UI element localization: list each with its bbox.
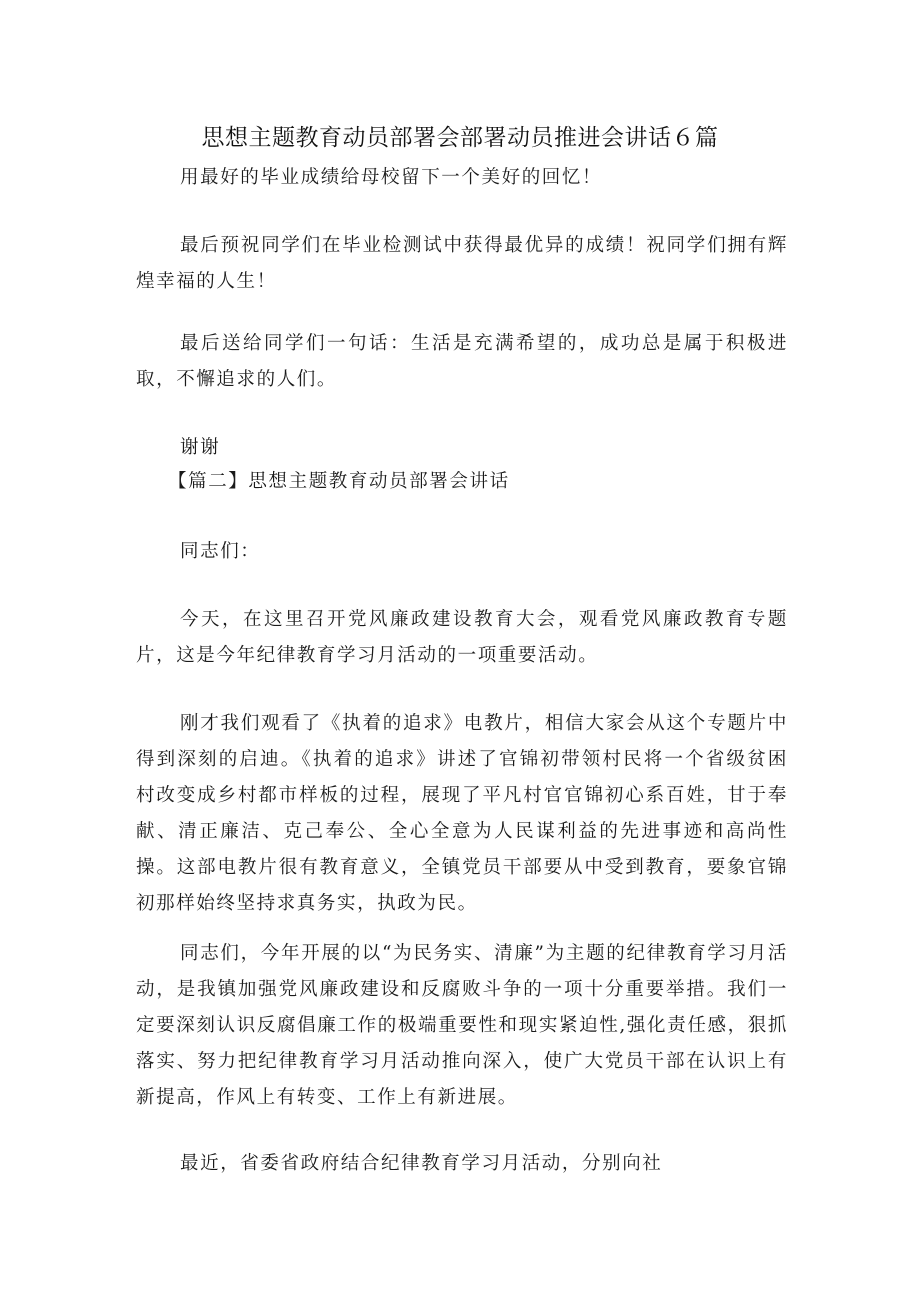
section-heading: 【篇二】思想主题教育动员部署会讲话 [168,471,510,492]
paragraph: 同志们： [180,541,261,562]
document-title: 思想主题教育动员部署会部署动员推进会讲话６篇 [201,125,719,151]
paragraph: 同志们，今年开展的以“为民务实、清廉”为主题的纪律教育学习月活动，是我镇加强党风廉政建设和反腐败斗争的一项十分重要举措。我们一定要深刻认识反腐倡廉工作的极端重要性和现实紧迫性,强化责任感，狠抓落实、努力把纪律教育学习月活动推向深入，使广大党员干部在认识上有新提高，作风上有转变、工作上有新进展。 [136,943,788,1108]
paragraph: 最后送给同学们一句话：生活是充满希望的，成功总是属于积极进取，不懈追求的人们。 [136,333,788,390]
paragraph: 刚才我们观看了《执着的追求》电教片，相信大家会从这个专题片中得到深刻的启迪。《执着的追求》讲述了官锦初带领村民将一个省级贫困村改变成乡村都市样板的过程，展现了平凡村官官锦初心系百姓，甘于奉献、清正廉洁、克己奉公、全心全意为人民谋利益的先进事迹和高尚性操。这部电教片很有教育意义，全镇党员干部要从中受到教育，要象官锦初那样始终坚持求真务实，执政为民。 [136,713,788,914]
paragraph: 用最好的毕业成绩给母校留下一个美好的回忆！ [180,167,603,188]
paragraph: 谢谢 [180,437,221,458]
paragraph: 最近，省委省政府结合纪律教育学习月活动，分别向社 [180,1153,663,1174]
paragraph: 最后预祝同学们在毕业检测试中获得最优异的成绩！祝同学们拥有辉煌幸福的人生！ [136,235,788,292]
paragraph: 今天，在这里召开党风廉政建设教育大会，观看党风廉政教育专题片，这是今年纪律教育学习月活动的一项重要活动。 [136,609,788,666]
